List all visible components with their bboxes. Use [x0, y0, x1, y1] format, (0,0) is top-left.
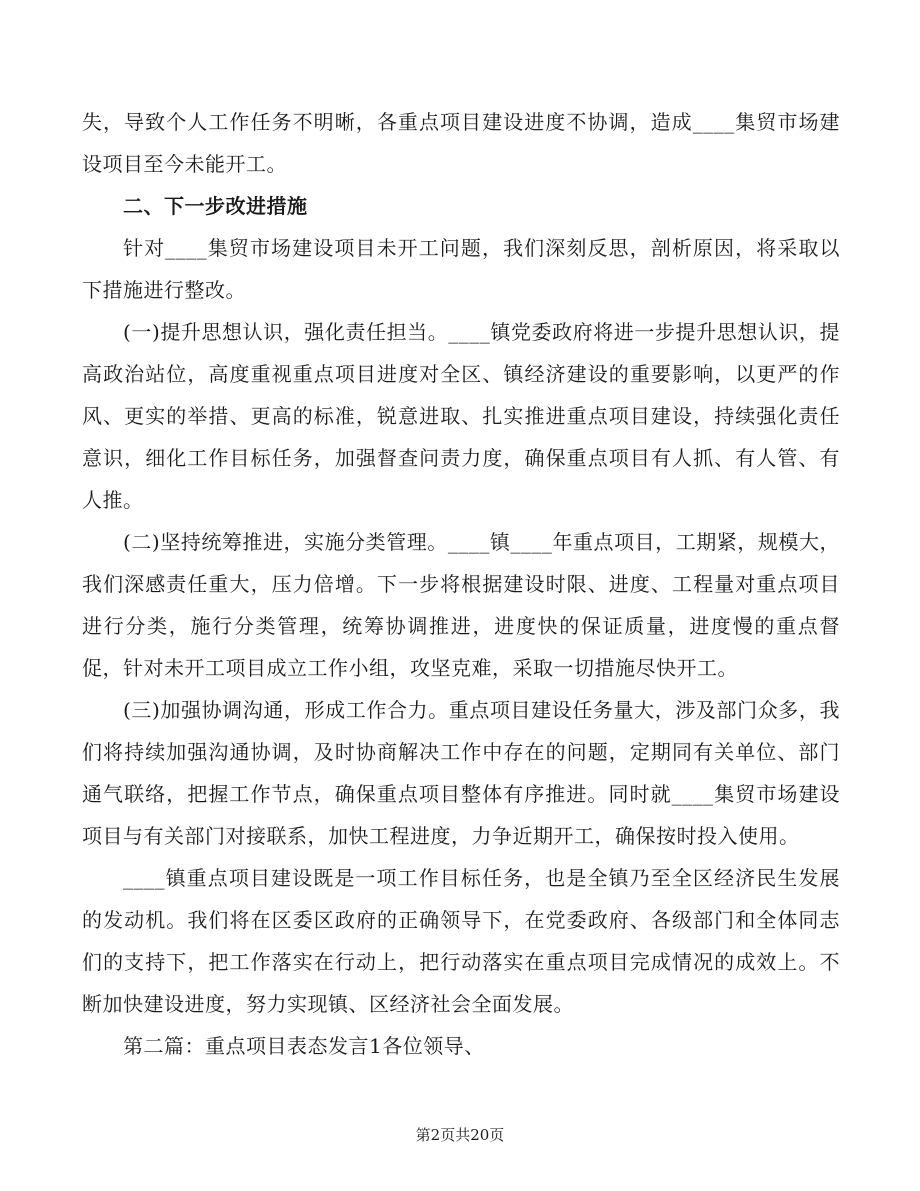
page-number: 第2页共20页: [415, 1126, 505, 1144]
paragraph-continuation: 失，导致个人工作任务不明晰，各重点项目建设进度不协调，造成____集贸市场建设项目至今未能开工。: [82, 110, 840, 176]
paragraph-intro: 针对____集贸市场建设项目未开工问题，我们深刻反思，剖析原因，将采取以下措施进行整改。: [82, 236, 840, 302]
paragraph-measure-2: (二)坚持统筹推进，实施分类管理。____镇____年重点项目，工期紧，规模大，我们深感责任重大，压力倍增。下一步将根据建设时限、进度、工程量对重点项目进行分类，施行分类管理，统筹协调推进，进度快的保证质量，进度慢的重点督促，针对未开工项目成立工作小组，攻坚克难，采取一切措施尽快开工。: [82, 530, 840, 680]
paragraph-conclusion: ____镇重点项目建设既是一项工作目标任务，也是全镇乃至全区经济民生发展的发动机。我们将在区委区政府的正确领导下，在党委政府、各级部门和全体同志们的支持下，把工作落实在行动上，把行动落实在重点项目完成情况的成效上。不断加快建设进度，努力实现镇、区经济社会全面发展。: [82, 866, 840, 1016]
paragraph-measure-3: (三)加强协调沟通，形成工作合力。重点项目建设任务量大，涉及部门众多，我们将持续加强沟通协调，及时协商解决工作中存在的问题，定期同有关单位、部门通气联络，把握工作节点，确保重点项目整体有序推进。同时就____集贸市场建设项目与有关部门对接联系，加快工程进度，力争近期开工，确保按时投入使用。: [82, 698, 840, 848]
paragraph-next-section: 第二篇：重点项目表态发言1各位领导、: [123, 1034, 485, 1058]
document-body: [82, 101, 840, 1067]
section-heading: 二、下一步改进措施: [123, 194, 308, 218]
paragraph-measure-1: (一)提升思想认识，强化责任担当。____镇党委政府将进一步提升思想认识，提高政治站位，高度重视重点项目进度对全区、镇经济建设的重要影响，以更严的作风、更实的举措、更高的标准，锐意进取、扎实推进重点项目建设，持续强化责任意识，细化工作目标任务，加强督查问责力度，确保重点项目有人抓、有人管、有人推。: [82, 320, 840, 512]
